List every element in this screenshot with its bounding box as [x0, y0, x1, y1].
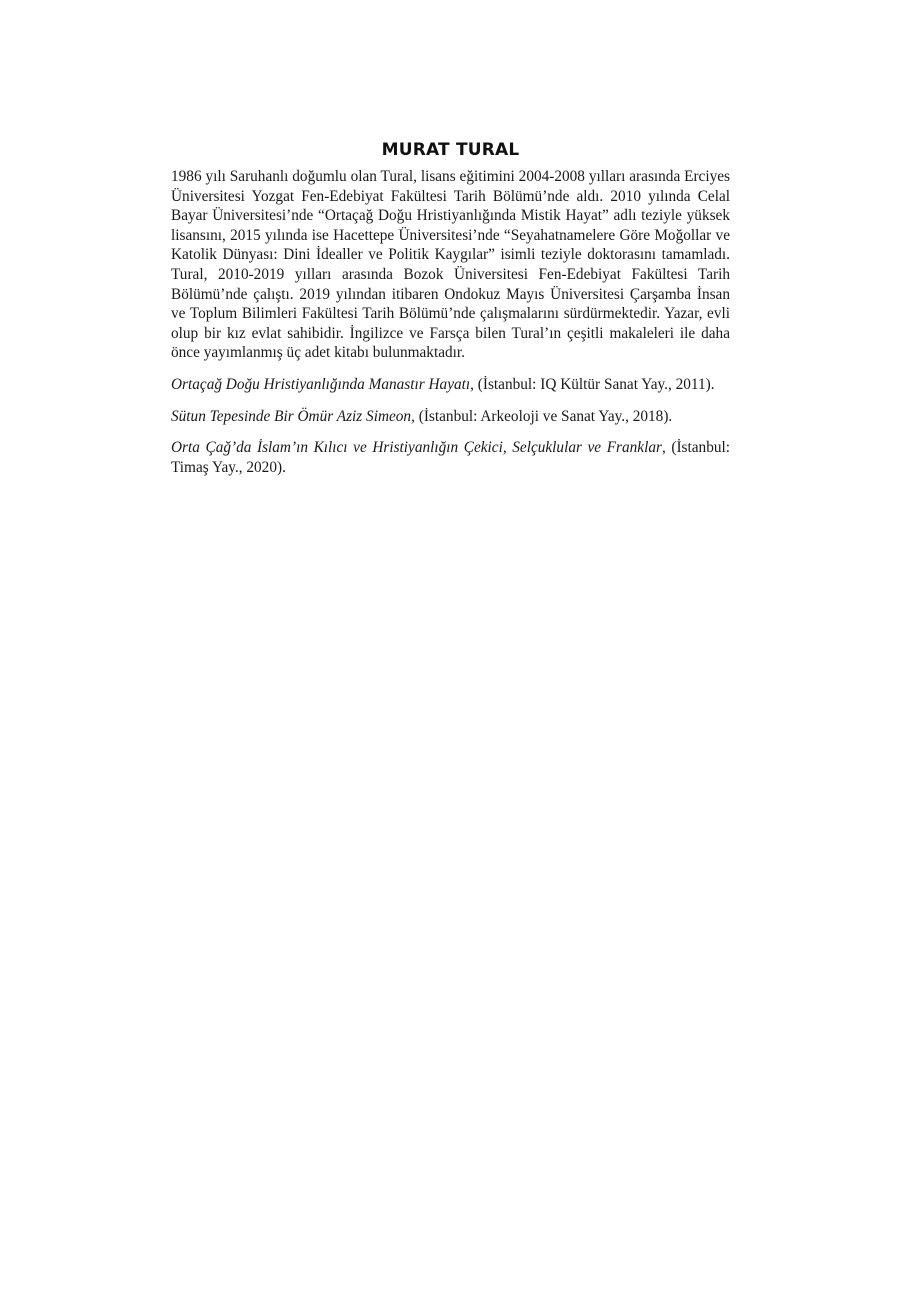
publication-details: , (İstanbul: IQ Kültür Sanat Yay., 2011).: [470, 375, 715, 393]
publication-title: Orta Çağ’da İslam’ın Kılıcı ve Hristiyanlığın Çekici, Selçuklular ve Franklar: [171, 439, 662, 457]
author-bio-page: [171, 140, 730, 477]
publication-item: [171, 375, 730, 395]
publication-item: [171, 438, 730, 477]
publication-item: [171, 407, 730, 427]
author-name-heading: MURAT TURAL: [381, 140, 520, 160]
publication-details: , (İstanbul: Arkeoloji ve Sanat Yay., 2018).: [411, 407, 673, 425]
author-biography: 1986 yılı Saruhanlı doğumlu olan Tural, lisans eğitimini 2004-2008 yılları arasında Erciyes Üniversitesi Yozgat Fen-Edebiyat Fakültesi Tarih Bölümü’nde aldı. 2010 yılında Celal Bayar Üniversitesi’nde “Ortaçağ Doğu Hristiyanlığında Mistik Hayat” adlı teziyle yüksek lisansını, 2015 yılında ise Hacettepe Üniversitesi’nde “Seyahatnamelere Göre Moğollar ve Katolik Dünyası: Dini İdealler ve Politik Kaygılar” isimli teziyle doktorasını tamamladı. Tural, 2010-2019 yılları arasında Bozok Üniversitesi Fen-Edebiyat Fakültesi Tarih Bölümü’nde çalıştı. 2019 yılından itibaren Ondokuz Mayıs Üniversitesi Çarşamba İnsan ve Toplum Bilimleri Fakültesi Tarih Bölümü’nde çalışmalarını sürdürmektedir. Yazar, evli olup bir kız evlat sahibidir. İngilizce ve Farsça bilen Tural’ın çeşitli makaleleri ile daha önce yayımlanmış üç adet kitabı bulunmaktadır.: [171, 168, 730, 362]
publication-title: Sütun Tepesinde Bir Ömür Aziz Simeon: [171, 407, 412, 425]
publication-details: , (İstanbul: Timaş Yay., 2020).: [171, 439, 730, 476]
publication-title: Ortaçağ Doğu Hristiyanlığında Manastır Hayatı: [171, 375, 471, 393]
